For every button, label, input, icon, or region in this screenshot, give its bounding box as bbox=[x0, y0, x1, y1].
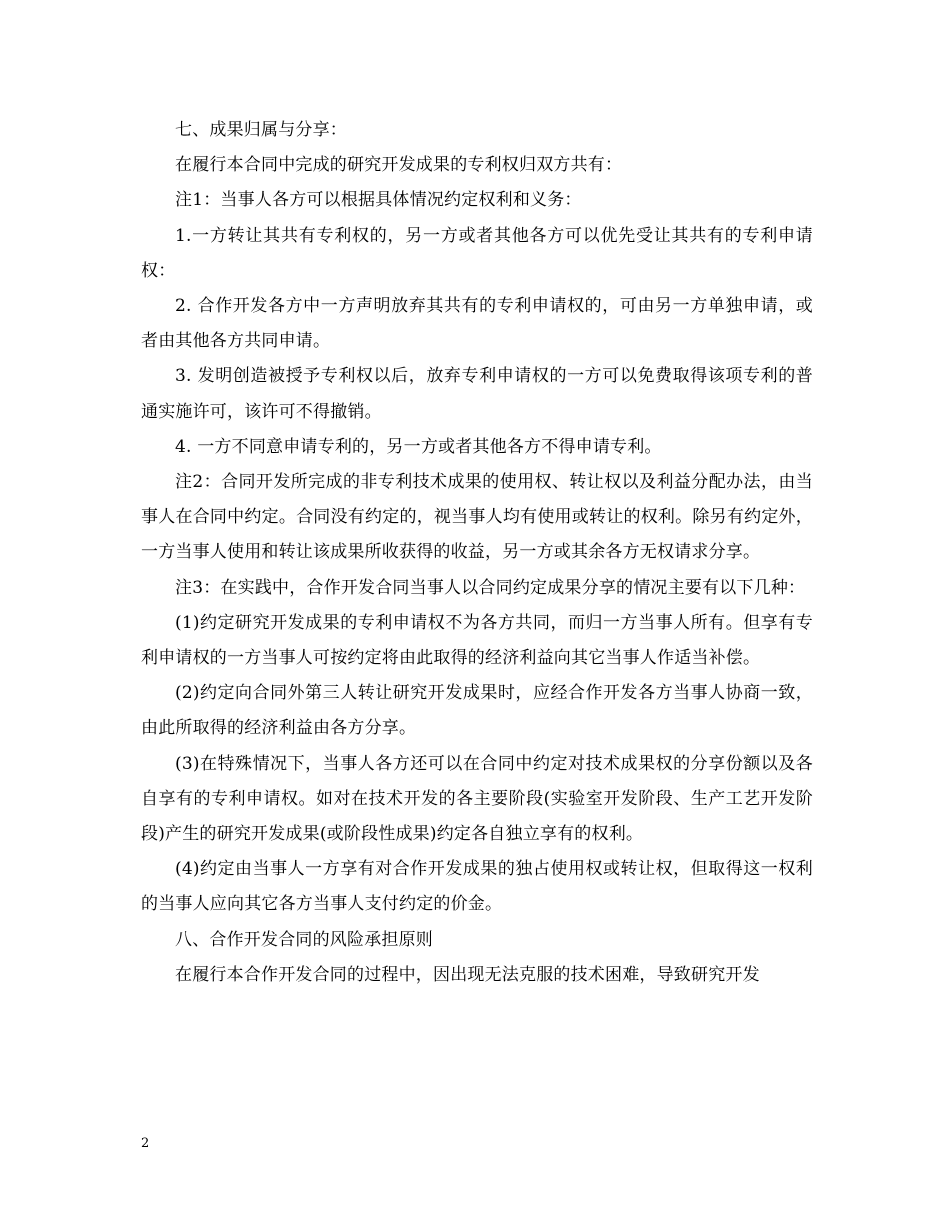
list-item-2: 2. 合作开发各方中一方声明放弃其共有的专利申请权的，可由另一方单独申请，或者由其他各方共同申请。 bbox=[141, 296, 813, 352]
note-2: 注2：合同开发所完成的非专利技术成果的使用权、转让权以及利益分配办法，由当事人在合同中约定。合同没有约定的，视当事人均有使用或转让的权利。除另有约定外，一方当事人使用和转让该成果所收获得的收益，另一方或其余各方无权请求分享。 bbox=[141, 472, 813, 563]
list-item-1: 1.一方转让其共有专利权的，另一方或者其他各方可以优先受让其共有的专利申请权： bbox=[141, 225, 813, 281]
list-item-3: 3. 发明创造被授予专利权以后，放弃专利申请权的一方可以免费取得该项专利的普通实施许可，该许可不得撤销。 bbox=[141, 366, 813, 422]
sub-item-1: (1)约定研究开发成果的专利申请权不为各方共同，而归一方当事人所有。但享有专利申请权的一方当事人可按约定将由此取得的经济利益向其它当事人作适当补偿。 bbox=[141, 612, 813, 669]
paragraph-patent-co-ownership: 在履行本合同中完成的研究开发成果的专利权归双方共有： bbox=[175, 155, 623, 176]
sub-item-2: (2)约定向合同外第三人转让研究开发成果时，应经合作开发各方当事人协商一致，由此所取得的经济利益由各方分享。 bbox=[141, 683, 813, 739]
note-1: 注1：当事人各方可以根据具体情况约定权利和义务： bbox=[175, 190, 582, 211]
section-heading-results-ownership: 七、成果归属与分享： bbox=[175, 120, 347, 140]
paragraph-risk-intro: 在履行本合作开发合同的过程中，因出现无法克服的技术困难，导致研究开发 bbox=[175, 964, 760, 985]
list-item-4: 4. 一方不同意申请专利的，另一方或者其他各方不得申请专利。 bbox=[175, 436, 662, 457]
note-3: 注3：在实践中，合作开发合同当事人以合同约定成果分享的情况主要有以下几种： bbox=[175, 577, 806, 598]
sub-item-4: (4)约定由当事人一方享有对合作开发成果的独占使用权或转让权，但取得这一权利的当事人应向其它各方当事人支付约定的价金。 bbox=[141, 859, 813, 915]
section-heading-risk-principle: 八、合作开发合同的风险承担原则 bbox=[175, 929, 433, 950]
document-body bbox=[141, 113, 813, 993]
sub-item-3: (3)在特殊情况下，当事人各方还可以在合同中约定对技术成果权的分享份额以及各自享有的专利申请权。如对在技术开发的各主要阶段(实验室开发阶段、生产工艺开发阶段)产生的研究开发成果(或阶段性成果)约定各自独立享有的权利。 bbox=[141, 753, 813, 845]
page-number: 2 bbox=[141, 1136, 150, 1151]
